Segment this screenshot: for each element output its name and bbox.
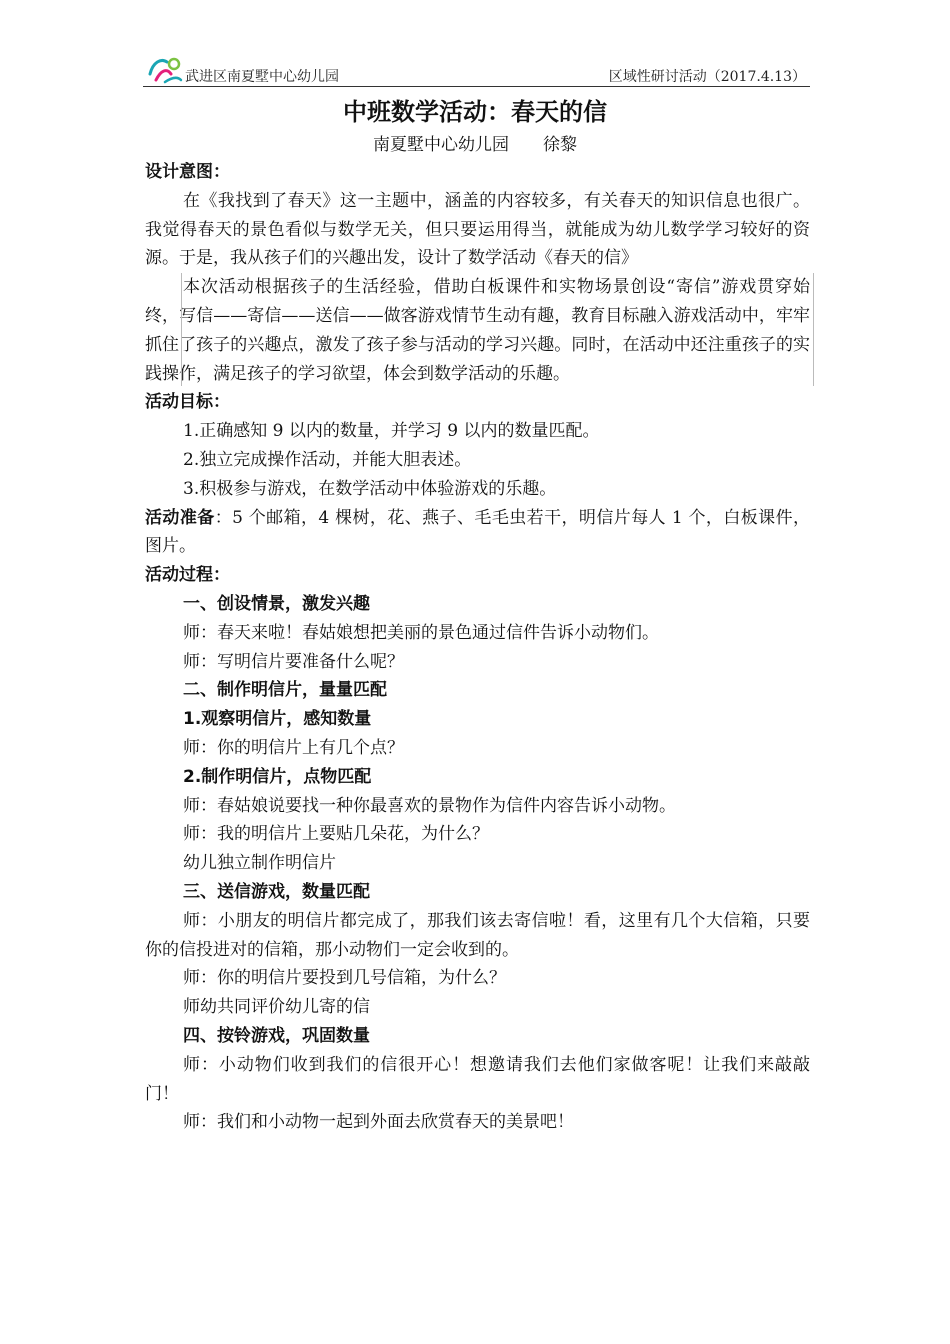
author-name: 徐黎 [543, 135, 577, 155]
prep-text: ：5 个邮箱，4 棵树，花、燕子、毛毛虫若干，明信片每人 1 个，白板课件，图片。 [145, 507, 811, 557]
prep-heading: 活动准备 [145, 507, 215, 528]
prep-paragraph [145, 504, 810, 562]
section-1-title: 一、创设情景，激发兴趣 [183, 593, 370, 614]
goals-heading: 活动目标： [145, 392, 230, 413]
section-2-line-4: 幼儿独立制作明信片 [183, 853, 336, 874]
design-paragraph-1: 在《我找到了春天》这一主题中，涵盖的内容较多，有关春天的知识信息也很广。我觉得春天的景色看似与数学无关，但只要运用得当，就能成为幼儿数学学习较好的资源。于是，我从孩子们的兴趣出发，设计了数学活动《春天的信》 [145, 190, 810, 269]
section-2-title: 二、制作明信片，量量匹配 [183, 680, 387, 701]
process-heading: 活动过程： [145, 565, 230, 586]
section-2-line-1: 师：你的明信片上有几个点？ [183, 737, 404, 758]
section-2-sub-1: 1.观察明信片，感知数量 [183, 709, 372, 730]
page-title: 中班数学活动：春天的信 [343, 98, 607, 126]
section-1-line-2: 师：写明信片要准备什么呢？ [183, 651, 404, 672]
document-body [145, 158, 810, 1137]
section-4-line-1: 师：小动物们收到我们的信很开心！想邀请我们去他们家做客呢！让我们来敲敲门！ [145, 1054, 810, 1104]
author-line [0, 130, 950, 155]
section-2-line-3: 师：我的明信片上要贴几朵花，为什么？ [183, 824, 489, 845]
section-3-line-1: 师：小朋友的明信片都完成了，那我们该去寄信啦！看，这里有几个大信箱，只要你的信投进对的信箱，那小动物们一定会收到的。 [145, 910, 810, 960]
section-3-title: 三、送信游戏，数量匹配 [183, 881, 370, 902]
section-3-line-3: 师幼共同评价幼儿寄的信 [183, 997, 370, 1018]
kindergarten-logo-icon [147, 54, 183, 84]
goal-item-3: 3.积极参与游戏，在数学活动中体验游戏的乐趣。 [183, 478, 557, 499]
header-org: 武进区南夏墅中心幼儿园 [185, 69, 339, 85]
design-paragraph-2: 本次活动根据孩子的生活经验，借助白板课件和实物场景创设“寄信”游戏贯穿始终，写信——寄信——送信——做客游戏情节生动有趣，教育目标融入游戏活动中，牢牢抓住了孩子的兴趣点，激发了孩子参与活动的学习兴趣。同时，在活动中还注重孩子的实践操作，满足孩子的学习欲望，体会到数学活动的乐趣。 [145, 277, 810, 384]
section-3-line-2: 师：你的明信片要投到几号信箱，为什么？ [183, 968, 506, 989]
header-event: 区域性研讨活动（2017.4.13） [608, 69, 806, 85]
section-2-line-2: 师：春姑娘说要找一种你最喜欢的景物作为信件内容告诉小动物。 [183, 795, 676, 816]
page-header [143, 52, 810, 87]
section-1-line-1: 师：春天来啦！春姑娘想把美丽的景色通过信件告诉小动物们。 [183, 622, 659, 643]
section-2-sub-2: 2.制作明信片，点物匹配 [183, 766, 372, 787]
author-school: 南夏墅中心幼儿园 [373, 135, 509, 155]
goal-item-1: 1.正确感知 9 以内的数量，并学习 9 以内的数量匹配。 [183, 421, 600, 442]
goal-item-2: 2.独立完成操作活动，并能大胆表述。 [183, 449, 472, 470]
design-paragraph-2-block [145, 273, 810, 388]
section-4-title: 四、按铃游戏，巩固数量 [183, 1025, 370, 1046]
section-4-line-2: 师：我们和小动物一起到外面去欣赏春天的美景吧！ [183, 1112, 574, 1133]
design-heading: 设计意图： [145, 162, 230, 182]
